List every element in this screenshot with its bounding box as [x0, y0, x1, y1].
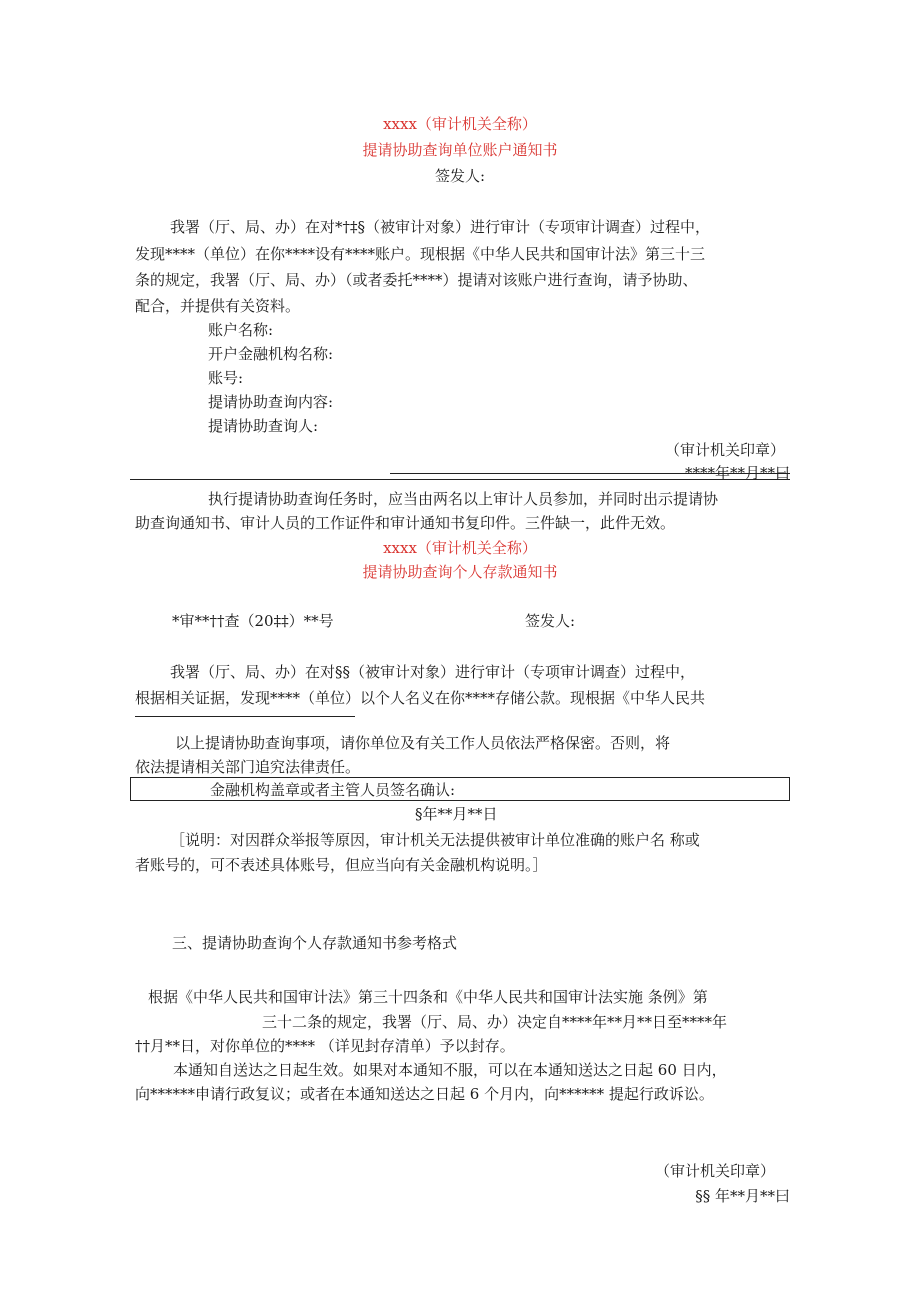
- seal-label: （审计机关印章）: [664, 441, 785, 459]
- notice-title: 提请协助查询单位账户通知书: [362, 141, 558, 159]
- field-bank-name: 开户金融机构名称:: [208, 345, 334, 363]
- body-line: 我署（厅、局、办）在对*†‡§（被审计对象）进行审计（专项审计调查）过程中，: [170, 218, 711, 236]
- explain-line: 者账号的，可不表述具体账号，但应当向有关金融机构说明。］: [135, 856, 548, 874]
- confirm-label: 金融机构盖章或者主管人员签名确认:: [210, 781, 456, 799]
- org-title: xxxx（审计机关全称）: [383, 115, 537, 133]
- field-query-person: 提请协助查询人:: [208, 417, 319, 435]
- para-line: 向******申请行政复议；或者在本通知送达之日起 6 个月内，向****** 提起行政诉讼。: [135, 1085, 714, 1103]
- para-line: 本通知自送达之日起生效。如果对本通知不服，可以在本通知送达之日起 60 日内，: [173, 1061, 727, 1079]
- confidential-line: 以上提请协助查询事项，请你单位及有关工作人员依法严格保密。否则，将: [175, 734, 671, 752]
- body-line: 条的规定，我署（厅、局、办）（或者委托****）提请对该账户进行查询，请予协助、: [135, 271, 698, 289]
- divider: [135, 716, 355, 717]
- issue-date: §年**月**日: [415, 805, 498, 823]
- body-line: 根据相关证据，发现****（单位）以个人名义在你****存储公款。现根据《中华人民共: [135, 689, 706, 707]
- para-line: ††月**日，对你单位的**** （详见封存清单）予以封存。: [135, 1037, 515, 1055]
- document-number: *审**††查（20‡‡）**号: [172, 612, 334, 630]
- seal-label: （审计机关印章）: [654, 1162, 775, 1180]
- issue-date: ****年**月**曰: [684, 464, 790, 482]
- explain-line: ［说明：对因群众举报等原因，审计机关无法提供被审计单位准确的账户名 称或: [170, 831, 700, 849]
- body-line: 配合，并提供有关资料。: [135, 297, 301, 315]
- field-account-name: 账户名称:: [208, 321, 274, 339]
- field-query-content: 提请协助查询内容:: [208, 393, 334, 411]
- notice-title: 提请协助查询个人存款通知书: [362, 563, 558, 581]
- field-account-number: 账号:: [208, 369, 244, 387]
- issue-date: §§ 年**月**曰: [695, 1187, 790, 1205]
- divider: [390, 473, 790, 474]
- section-heading: 三、提请协助查询个人存款通知书参考格式: [172, 934, 458, 952]
- signer-label: 签发人:: [434, 167, 486, 185]
- divider: [130, 479, 790, 480]
- para-line: 三十二条的规定，我署（厅、局、办）决定自****年**月**日至****年: [262, 1013, 728, 1031]
- confidential-line: 依法提请相关部门追究法律责任。: [135, 758, 361, 776]
- body-line: 我署（厅、局、办）在对§§（被审计对象）进行审计（专项审计调查）过程中，: [170, 663, 696, 681]
- signer-label: 签发人:: [525, 612, 576, 630]
- para-line: 根据《中华人民共和国审计法》第三十四条和《中华人民共和国审计法实施 条例》第: [148, 988, 708, 1006]
- note-line: 执行提请协助查询任务时，应当由两名以上审计人员参加，并同时出示提请协: [208, 490, 719, 508]
- body-line: 发现****（单位）在你****设有****账户。现根据《中华人民共和国审计法》第三十三: [135, 245, 706, 263]
- org-title: xxxx（审计机关全称）: [383, 539, 537, 557]
- note-line: 助查询通知书、审计人员的工作证件和审计通知书复印件。三件缺一，此件无效。: [135, 514, 676, 532]
